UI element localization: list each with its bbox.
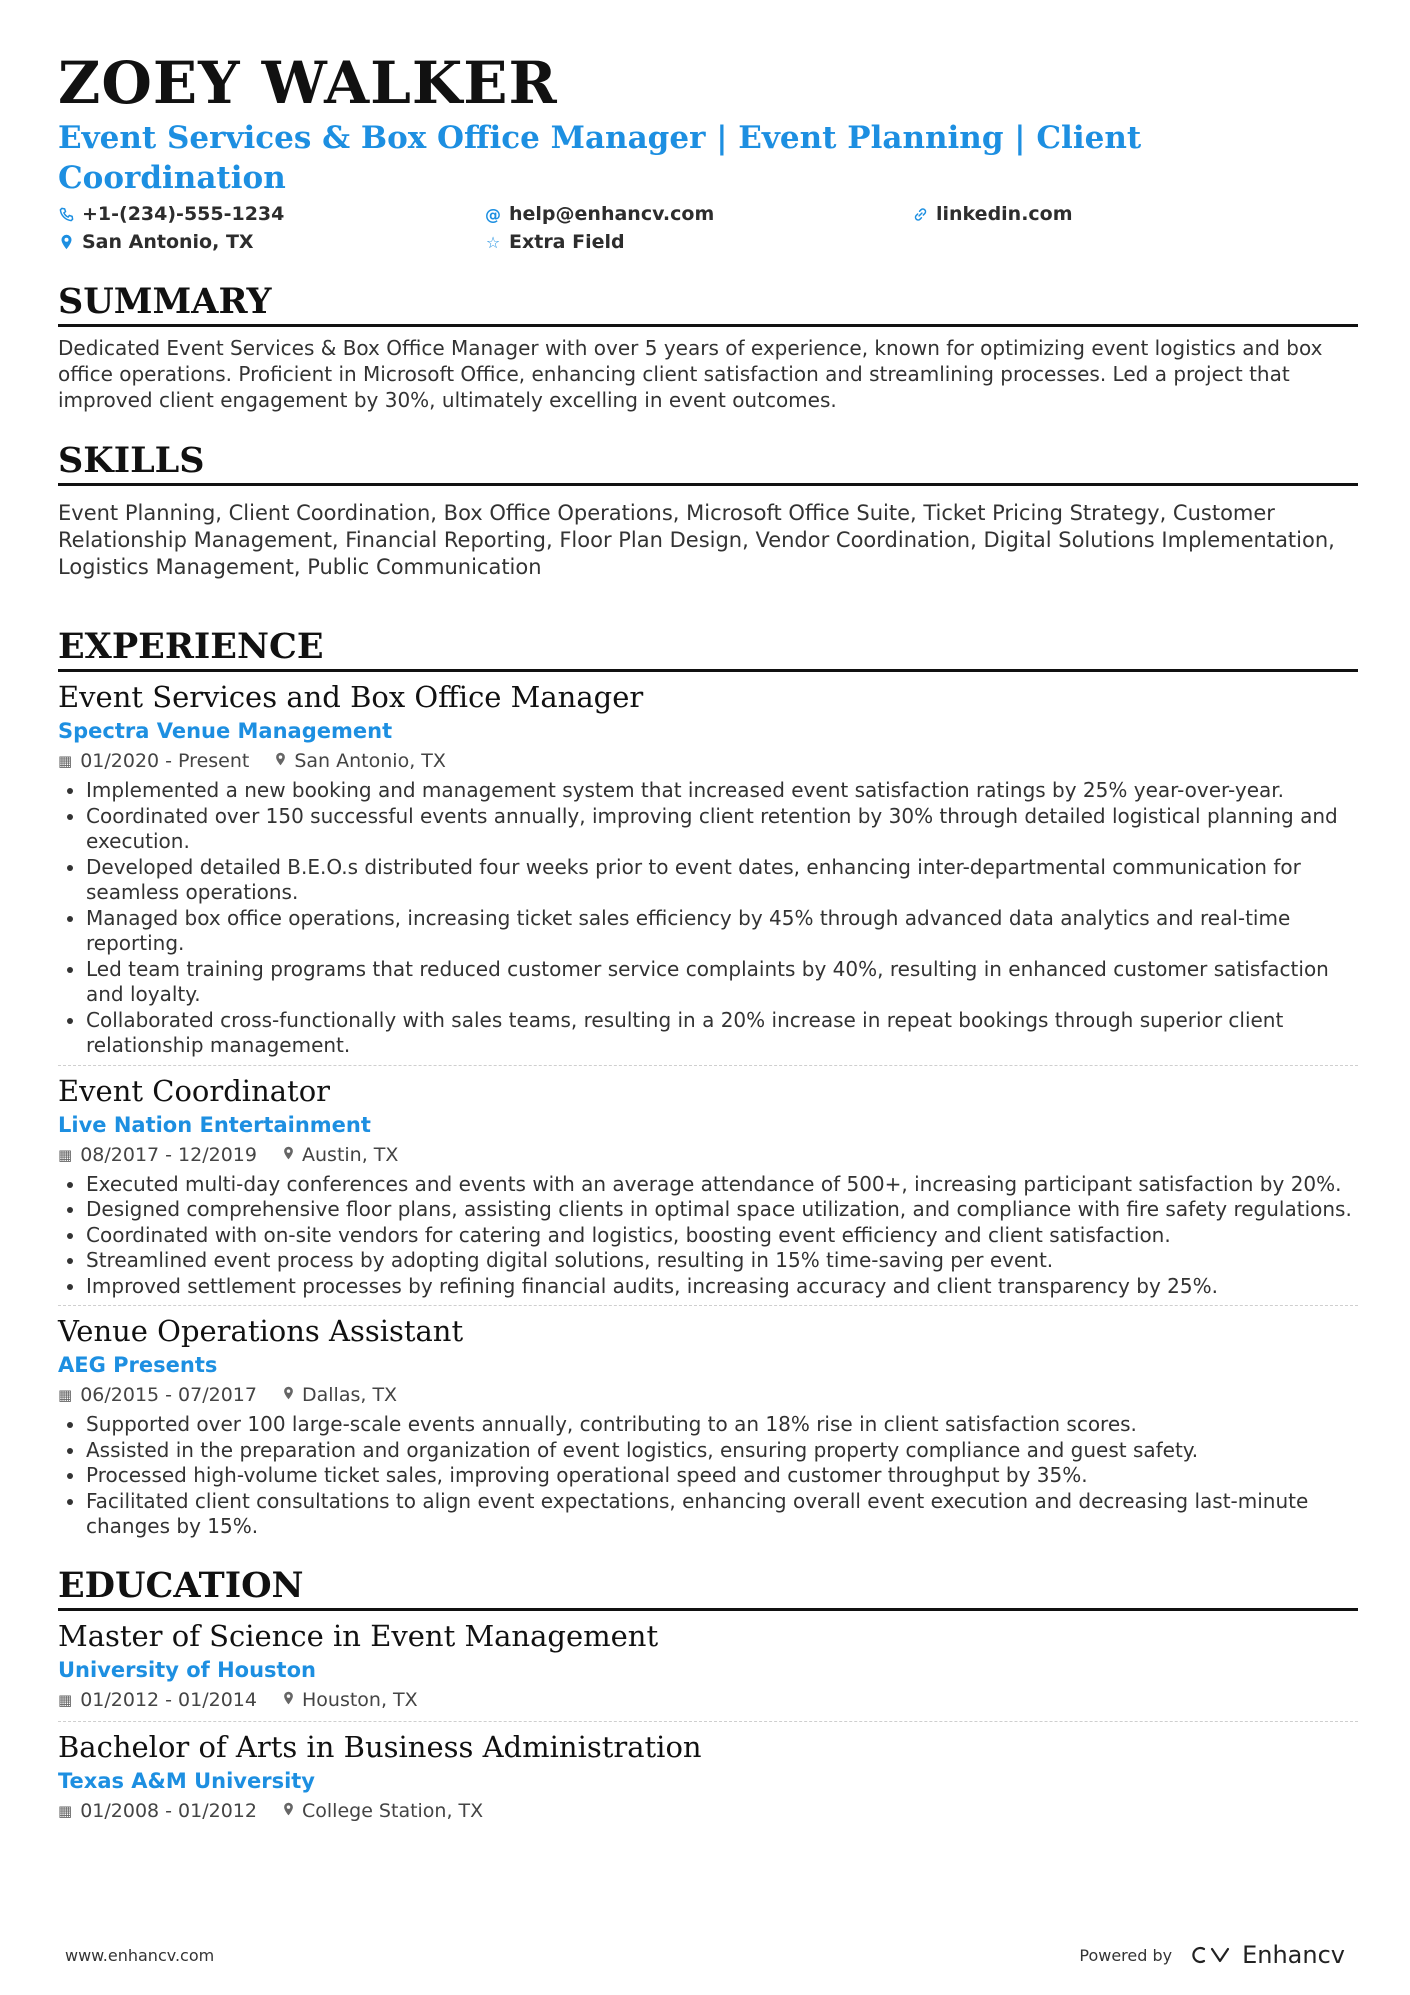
- email-text[interactable]: help@enhancv.com: [509, 203, 715, 225]
- phone-icon: [58, 207, 74, 222]
- education-location: [283, 1796, 483, 1826]
- company-name: AEG Presents: [58, 1353, 218, 1377]
- education-location: [283, 1685, 418, 1715]
- dates-text: 01/2012 - 01/2014: [80, 1688, 257, 1711]
- degree-title: Master of Science in Event Management: [58, 1618, 659, 1653]
- skills-text: Event Planning, Client Coordination, Box Office Operations, Microsoft Office Suite, Ticket Pricing Strategy, Customer Relationship Management, Financial Reporting, Floor Plan Design, Vendor Coordination, Digital Solutions Implementation, Logistics Management, Public Communication: [58, 501, 1335, 579]
- link-icon: [912, 207, 928, 222]
- location-text: Austin, TX: [302, 1143, 399, 1166]
- education-title: EDUCATION: [58, 1566, 1358, 1611]
- contact-info: [58, 202, 1358, 254]
- job-title: Event Coordinator: [58, 1073, 331, 1108]
- footer: [65, 1941, 1345, 1969]
- list-item: • Streamlined event process by adopting digital solutions, resulting in 15% time-saving per event.: [86, 1248, 1358, 1274]
- summary-section: [58, 282, 1358, 413]
- list-item: • Collaborated cross-functionally with sales teams, resulting in a 20% increase in repeat bookings through superior client relationship management.: [86, 1008, 1358, 1059]
- education-section: [58, 1566, 1358, 1832]
- footer-website[interactable]: www.enhancv.com: [65, 1945, 215, 1965]
- location-text: Houston, TX: [302, 1688, 418, 1711]
- school-name: University of Houston: [58, 1657, 316, 1682]
- powered-by-text: Powered by: [1079, 1945, 1173, 1965]
- education-entry: [58, 1728, 1358, 1832]
- list-item: • Assisted in the preparation and organization of event logistics, ensuring property compliance and guest safety.: [86, 1438, 1358, 1464]
- map-pin-icon: [283, 1796, 294, 1826]
- job-dates: [58, 1380, 257, 1410]
- list-item: • Developed detailed B.E.O.s distributed four weeks prior to event dates, enhancing inter-departmental communication for seamless operations.: [86, 855, 1358, 906]
- phone-text: +1-(234)-555-1234: [82, 203, 285, 225]
- footer-brand: [1079, 1941, 1345, 1969]
- job-dates: [58, 1140, 257, 1170]
- job-meta: [58, 1380, 1358, 1410]
- summary-text: Dedicated Event Services & Box Office Manager with over 5 years of experience, known for optimizing event logistics and box office operations. Proficient in Microsoft Office, enhancing client satisfaction and streamlining processes. Led a project that improved client engagement by 30%, ultimately excelling in event outcomes.: [58, 336, 1323, 412]
- education-entry: [58, 1617, 1358, 1722]
- list-item: • Supported over 100 large-scale events annually, contributing to an 18% rise in client satisfaction scores.: [86, 1412, 1358, 1438]
- summary-title: SUMMARY: [58, 282, 1358, 327]
- resume-page: [58, 50, 1358, 1832]
- extra-text: Extra Field: [509, 231, 625, 253]
- contact-location: [58, 230, 485, 254]
- school-name: Texas A&M University: [58, 1768, 315, 1793]
- job-bullets: [58, 1412, 1358, 1540]
- education-meta: [58, 1796, 1358, 1826]
- list-item: • Coordinated over 150 successful events annually, improving client retention by 30% through detailed logistical planning and execution.: [86, 804, 1358, 855]
- job-location: [275, 746, 446, 776]
- map-pin-icon: [275, 746, 286, 776]
- list-item: • Implemented a new booking and management system that increased event satisfaction ratings by 25% year-over-year.: [86, 778, 1358, 804]
- degree-title: Bachelor of Arts in Business Administration: [58, 1729, 702, 1764]
- map-pin-icon: [283, 1140, 294, 1170]
- job-location: [283, 1380, 397, 1410]
- calendar-icon: ▦: [58, 1690, 73, 1709]
- candidate-name: ZOEY WALKER: [58, 49, 558, 117]
- dates-text: 06/2015 - 07/2017: [80, 1384, 257, 1406]
- map-pin-icon: [283, 1380, 294, 1410]
- location-text: College Station, TX: [302, 1799, 484, 1822]
- enhancv-logo[interactable]: [1190, 1941, 1345, 1969]
- job-title: Venue Operations Assistant: [58, 1314, 464, 1348]
- location-text: Dallas, TX: [302, 1384, 398, 1406]
- job-dates: [58, 746, 249, 776]
- education-meta: [58, 1685, 1358, 1715]
- skills-section: [58, 441, 1358, 581]
- contact-phone: [58, 202, 485, 226]
- calendar-icon: ▦: [58, 752, 73, 770]
- list-item: • Processed high-volume ticket sales, improving operational speed and customer throughput by 35%.: [86, 1463, 1358, 1489]
- job-location: [283, 1140, 398, 1170]
- company-name: Spectra Venue Management: [58, 719, 393, 743]
- calendar-icon: ▦: [58, 1386, 73, 1404]
- contact-extra: [485, 230, 912, 254]
- job-bullets: [58, 1172, 1358, 1300]
- list-item: • Designed comprehensive floor plans, assisting clients in optimal space utilization, and compliance with fire safety regulations.: [86, 1197, 1358, 1223]
- dates-text: 01/2008 - 01/2012: [80, 1799, 257, 1822]
- list-item: • Led team training programs that reduced customer service complaints by 40%, resulting in enhanced customer satisfaction and loyalty.: [86, 957, 1358, 1008]
- list-item: • Managed box office operations, increasing ticket sales efficiency by 45% through advanced data analytics and real-time reporting.: [86, 906, 1358, 957]
- job-bullets: [58, 778, 1358, 1059]
- calendar-icon: ▦: [58, 1145, 73, 1164]
- education-dates: [58, 1685, 257, 1715]
- list-item: • Improved settlement processes by refining financial audits, increasing accuracy and client transparency by 25%.: [86, 1274, 1358, 1300]
- experience-entry: [58, 678, 1358, 1066]
- company-name: Live Nation Entertainment: [58, 1112, 371, 1137]
- list-item: • Coordinated with on-site vendors for catering and logistics, boosting event efficiency and client satisfaction.: [86, 1223, 1358, 1249]
- job-title: Event Services and Box Office Manager: [58, 680, 644, 714]
- education-dates: [58, 1796, 257, 1826]
- brand-name: Enhancv: [1242, 1941, 1345, 1969]
- linkedin-text[interactable]: linkedin.com: [936, 203, 1073, 225]
- experience-entry: [58, 1312, 1358, 1546]
- dates-text: 08/2017 - 12/2019: [80, 1143, 257, 1166]
- location-text: San Antonio, TX: [294, 750, 446, 772]
- skills-title: SKILLS: [58, 441, 1358, 486]
- headline: Event Services & Box Office Manager | Event Planning | Client Coordination: [58, 120, 1142, 196]
- experience-entry: [58, 1072, 1358, 1307]
- enhancv-logo-icon: [1190, 1944, 1234, 1966]
- at-icon: @: [485, 204, 501, 224]
- calendar-icon: ▦: [58, 1801, 73, 1820]
- location-text: San Antonio, TX: [82, 231, 254, 253]
- experience-section: [58, 627, 1358, 1546]
- experience-title: EXPERIENCE: [58, 627, 1358, 672]
- contact-email[interactable]: [485, 202, 912, 226]
- job-meta: [58, 1140, 1358, 1170]
- list-item: • Executed multi-day conferences and events with an average attendance of 500+, increasing participant satisfaction by 20%.: [86, 1172, 1358, 1198]
- map-pin-icon: [283, 1685, 294, 1715]
- list-item: • Facilitated client consultations to align event expectations, enhancing overall event execution and decreasing last-minute changes by 15%.: [86, 1489, 1358, 1540]
- star-icon: ☆: [485, 232, 501, 252]
- dates-text: 01/2020 - Present: [80, 750, 250, 772]
- job-meta: [58, 746, 1358, 776]
- map-pin-icon: [58, 234, 74, 250]
- contact-linkedin[interactable]: [912, 202, 1358, 226]
